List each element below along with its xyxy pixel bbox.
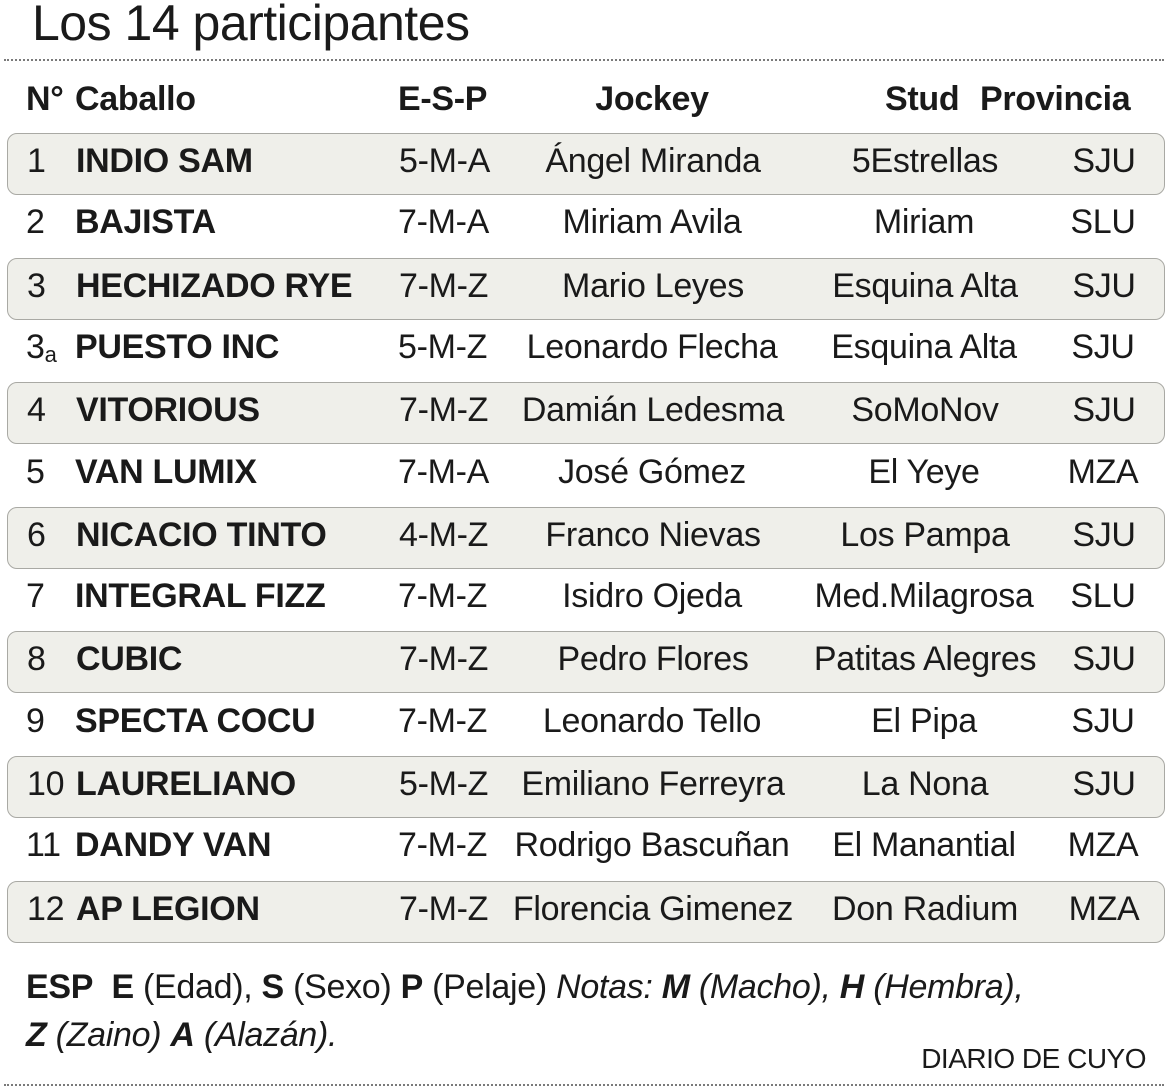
legend-p-key: P: [400, 968, 423, 1006]
row-horse: DANDY VAN: [75, 826, 272, 865]
legend-e-desc: (Edad),: [142, 968, 253, 1006]
legend-m-key: M: [661, 968, 690, 1006]
row-num: 3: [27, 266, 46, 305]
row-num-suffix: a: [44, 341, 57, 367]
row-province: SJU: [1071, 327, 1135, 366]
legend-p-desc: (Pelaje): [432, 968, 547, 1006]
row-horse: NICACIO TINTO: [76, 515, 327, 554]
row-stud: SoMoNov: [851, 391, 999, 430]
row-province: SLU: [1070, 203, 1136, 242]
row-jockey: José Gómez: [558, 452, 746, 491]
row-stud: La Nona: [861, 765, 989, 803]
row-jockey: Damián Ledesma: [521, 391, 785, 430]
table-row: [7, 133, 1165, 195]
row-esp: 7-M-Z: [399, 391, 489, 430]
row-horse: LAURELIANO: [76, 765, 296, 803]
header-jockey: Jockey: [595, 80, 709, 118]
row-esp: 7-M-Z: [398, 826, 488, 865]
legend-a-desc: (Alazán).: [203, 1016, 338, 1054]
row-stud: Esquina Alta: [831, 327, 1017, 366]
row-jockey: Rodrigo Bascuñan: [514, 826, 790, 865]
row-stud: El Yeye: [868, 452, 980, 491]
row-esp: 7-M-Z: [398, 577, 488, 616]
row-stud: Patitas Alegres: [813, 640, 1037, 679]
row-num: 5: [26, 452, 45, 491]
row-esp: 7-M-Z: [398, 701, 488, 740]
row-province: SJU: [1072, 142, 1136, 180]
row-stud: Esquina Alta: [832, 266, 1018, 305]
table-row: [7, 507, 1165, 569]
legend-s-key: S: [261, 968, 284, 1006]
row-jockey: Emiliano Ferreyra: [521, 765, 785, 803]
row-horse: INDIO SAM: [76, 142, 253, 180]
table-row: [7, 258, 1165, 320]
table-header: [0, 80, 1168, 122]
legend-z-desc: (Zaino): [55, 1016, 162, 1054]
legend-a-key: A: [170, 1016, 195, 1054]
row-province: MZA: [1067, 452, 1139, 491]
row-jockey: Mario Leyes: [562, 266, 744, 305]
row-province: SJU: [1072, 515, 1136, 554]
legend-notes-label: Notas:: [556, 968, 653, 1006]
legend-z-key: Z: [26, 1016, 47, 1054]
row-num: 6: [27, 515, 46, 554]
row-num-value: 3: [26, 327, 45, 366]
row-stud: Med.Milagrosa: [814, 577, 1034, 616]
header-num: N°: [26, 80, 64, 118]
table-row: [7, 445, 1165, 507]
row-province: SLU: [1070, 577, 1136, 616]
row-jockey: Ángel Miranda: [545, 142, 761, 180]
legend-m-desc: (Macho),: [698, 968, 831, 1006]
row-horse: AP LEGION: [76, 889, 260, 928]
table-row: [7, 818, 1165, 880]
row-stud: El Manantial: [832, 826, 1016, 865]
top-dotted-divider: [4, 59, 1164, 61]
row-horse: INTEGRAL FIZZ: [75, 577, 326, 616]
table-row: [7, 382, 1165, 444]
row-stud: 5Estrellas: [851, 142, 999, 180]
row-num: 7: [26, 577, 45, 616]
row-stud: Don Radium: [832, 889, 1018, 928]
row-num: 11: [26, 826, 61, 865]
row-esp: 7-M-Z: [399, 266, 489, 305]
row-jockey: Florencia Gimenez: [512, 889, 794, 928]
row-horse: VITORIOUS: [76, 391, 260, 430]
header-province: Provincia: [980, 80, 1131, 118]
page-title: Los 14 participantes: [32, 0, 470, 51]
legend-h-key: H: [839, 968, 865, 1006]
legend-esp: ESP: [26, 968, 94, 1006]
row-province: MZA: [1067, 826, 1139, 865]
table-row: [7, 881, 1165, 943]
row-jockey: Isidro Ojeda: [562, 577, 742, 616]
row-jockey: Miriam Avila: [562, 203, 742, 242]
row-stud: Los Pampa: [840, 515, 1010, 554]
row-jockey: Leonardo Tello: [542, 701, 762, 740]
row-num: 4: [27, 391, 46, 430]
header-esp: E-S-P: [398, 80, 488, 118]
row-jockey: Pedro Flores: [557, 640, 749, 679]
table-row: [7, 631, 1165, 693]
table-row: [7, 694, 1165, 756]
row-esp: 7-M-A: [398, 203, 490, 242]
row-province: SJU: [1072, 266, 1136, 305]
legend-e-key: E: [111, 968, 134, 1006]
row-province: SJU: [1072, 640, 1136, 679]
row-jockey: Franco Nievas: [545, 515, 761, 554]
legend-s-desc: (Sexo): [293, 968, 392, 1006]
row-num: 2: [26, 203, 45, 242]
row-horse: CUBIC: [76, 640, 183, 679]
row-province: SJU: [1072, 765, 1136, 803]
row-num: 12: [27, 889, 65, 928]
legend-h-desc: (Hembra),: [873, 968, 1024, 1006]
table-row: [7, 569, 1165, 631]
row-esp: 7-M-Z: [399, 889, 489, 928]
row-stud: El Pipa: [871, 701, 977, 740]
row-horse: HECHIZADO RYE: [76, 266, 353, 305]
row-stud: Miriam: [873, 203, 975, 242]
row-num: [26, 328, 57, 368]
row-horse: BAJISTA: [75, 203, 216, 242]
table-row: [7, 320, 1165, 382]
row-province: MZA: [1068, 889, 1140, 928]
row-esp: 7-M-A: [398, 452, 490, 491]
row-esp: 7-M-Z: [399, 640, 489, 679]
table-row: [7, 195, 1165, 257]
bottom-dotted-divider: [4, 1084, 1164, 1086]
row-esp: 5-M-Z: [398, 327, 488, 366]
row-num: 10: [27, 765, 65, 803]
row-horse: PUESTO INC: [75, 327, 280, 366]
row-esp: 5-M-Z: [399, 765, 489, 803]
row-num: 8: [27, 640, 46, 679]
table-row: [7, 756, 1165, 818]
row-province: SJU: [1071, 701, 1135, 740]
source-credit: DIARIO DE CUYO: [921, 1043, 1146, 1074]
row-num: 9: [26, 701, 45, 740]
header-stud: Stud: [885, 80, 960, 118]
row-esp: 4-M-Z: [399, 515, 489, 554]
row-horse: SPECTA COCU: [75, 701, 316, 740]
row-esp: 5-M-A: [399, 142, 491, 180]
header-horse: Caballo: [75, 80, 196, 118]
row-horse: VAN LUMIX: [75, 452, 257, 491]
row-province: SJU: [1072, 391, 1136, 430]
row-jockey: Leonardo Flecha: [526, 327, 778, 366]
row-num: 1: [27, 142, 46, 180]
